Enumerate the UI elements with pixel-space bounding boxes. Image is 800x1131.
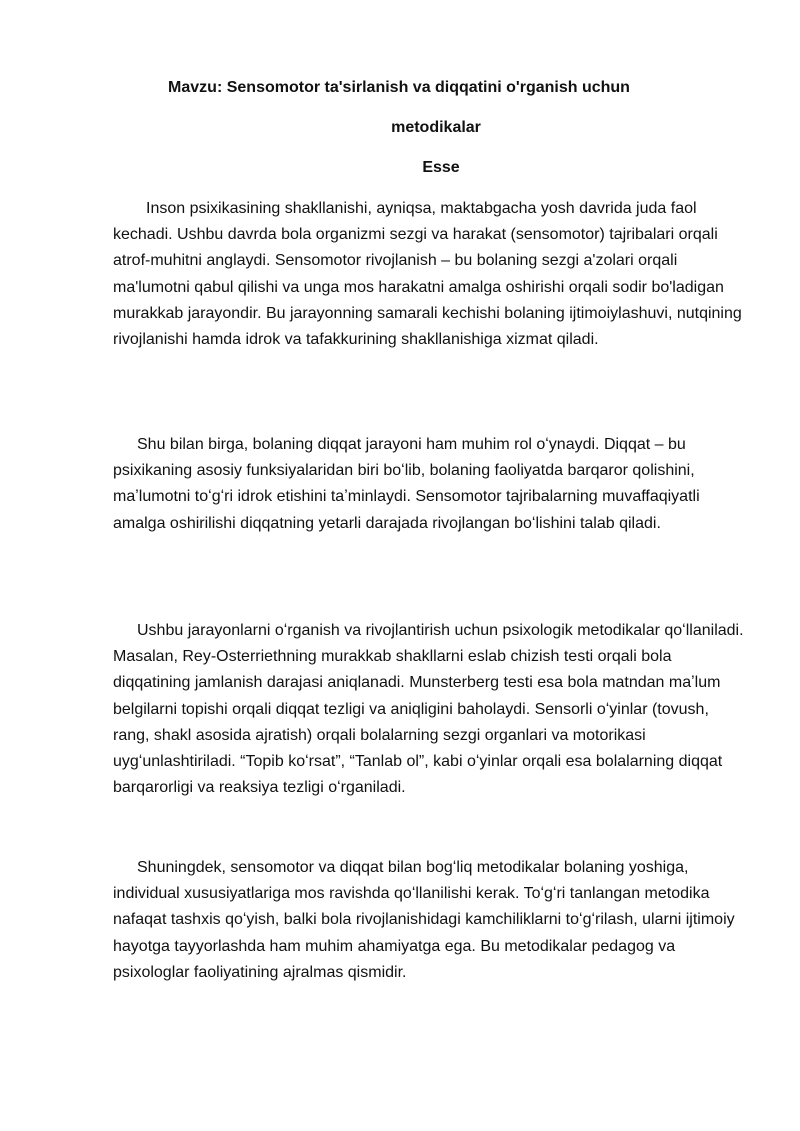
body-paragraph-3: Ushbu jarayonlarni oʻrganish va rivojlantirish uchun psixologik metodikalar qoʻllaniladi. Masalan, Rey-Osterriethning murakkab shakllarni eslab chizish testi orqali bola diqqatining jamlanish darajasi aniqlanadi. Munsterberg testi esa bola matndan maʼlum belgilarni topishi orqali diqqat tezligi va aniqligini baholaydi. Sensorli oʻyinlar (tovush, rang, shakl asosida ajratish) orqali bolalarning sezgi organlari va motorikasi uygʻunlashtiriladi. “Topib koʻrsat”, “Tanlab ol”, kabi oʻyinlar orqali esa bolalarning diqqat barqarorligi va reaksiya tezligi oʻrganiladi. [113, 622, 744, 797]
document-title-line-2: metodikalar [391, 119, 481, 136]
document-title-continued [0, 116, 800, 140]
body-paragraph-1: Inson psixikasining shakllanishi, ayniqsa, maktabgacha yosh davrida juda faol kechadi. Ushbu davrda bola organizmi sezgi va harakat (sensomotor) tajribalari orqali atrof-muhitni anglaydi. Sensomotor rivojlanish – bu bolaning sezgi a'zolari orqali ma'lumotni qabul qilishi va unga mos harakatni amalga oshirishi orqali sodir bo'ladigan murakkab jarayondir. Bu jarayonning samarali kechishi bolaning ijtimoiylashuvi, nutqining rivojlanishi hamda idrok va tafakkurining shakllanishiga xizmat qiladi. [113, 200, 742, 349]
document-subtitle-text: Esse [422, 159, 460, 176]
document-title-line-1: Mavzu: Sensomotor ta'sirlanish va diqqatini o'rganish uchun [168, 79, 630, 96]
body-paragraph-2: Shu bilan birga, bolaning diqqat jarayoni ham muhim rol oʻynaydi. Diqqat – bu psixikaning asosiy funksiyalaridan biri boʻlib, bolaning faoliyatda barqaror qolishini, maʼlumotni toʻgʻri idrok etishini taʼminlaydi. Sensomotor tajribalarning muvaffaqiyatli amalga oshirilishi diqqatning yetarli darajada rivojlangan boʻlishini talab qiladi. [113, 436, 700, 532]
document-subtitle [0, 156, 800, 180]
body-paragraph-4: Shuningdek, sensomotor va diqqat bilan bogʻliq metodikalar bolaning yoshiga, individual xususiyatlariga mos ravishda qoʻllanilishi kerak. Toʻgʻri tanlangan metodika nafaqat tashxis qoʻyish, balki bola rivojlanishidagi kamchiliklarni toʻgʻrilash, ularni ijtimoiy hayotga tayyorlashda ham muhim ahamiyatga ega. Bu metodikalar pedagog va psixologlar faoliyatining ajralmas qismidir. [113, 859, 735, 981]
document-title [0, 76, 800, 100]
